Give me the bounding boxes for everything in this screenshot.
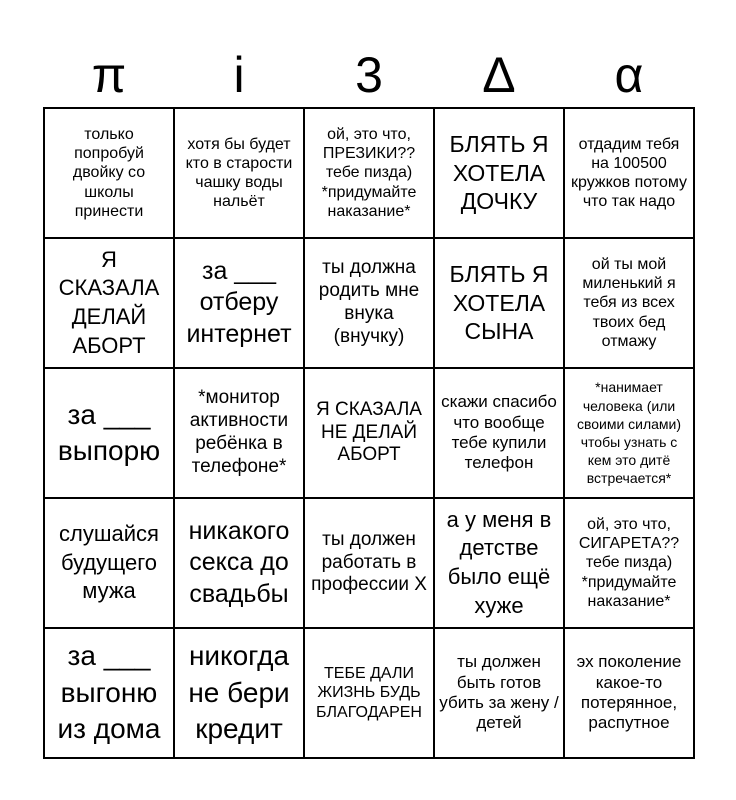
bingo-cell[interactable]: за ___ отберу интернет bbox=[175, 239, 305, 369]
bingo-cell[interactable]: только попробуй двойку со школы принести bbox=[45, 109, 175, 239]
bingo-cell[interactable]: отдадим тебя на 100500 кружков потому что так надо bbox=[565, 109, 695, 239]
bingo-cell[interactable]: слушайся будущего мужа bbox=[45, 499, 175, 629]
bingo-cell[interactable]: *нанимает человека (или своими силами) чтобы узнать с кем это дитё встречается* bbox=[565, 369, 695, 499]
bingo-cell[interactable]: ТЕБЕ ДАЛИ ЖИЗНЬ БУДЬ БЛАГОДАРЕН bbox=[305, 629, 435, 759]
bingo-cell[interactable]: БЛЯТЬ Я ХОТЕЛА СЫНА bbox=[435, 239, 565, 369]
bingo-cell[interactable]: никакого секса до свадьбы bbox=[175, 499, 305, 629]
bingo-cell[interactable]: Я СКАЗАЛА НЕ ДЕЛАЙ АБОРТ bbox=[305, 369, 435, 499]
bingo-header bbox=[44, 44, 694, 106]
header-letter-5: α bbox=[614, 47, 644, 103]
bingo-cell[interactable]: за ___ выпорю bbox=[45, 369, 175, 499]
header-letter-1: π bbox=[91, 47, 127, 103]
bingo-cell[interactable]: ой ты мой миленький я тебя из всех твоих бед отмажу bbox=[565, 239, 695, 369]
bingo-cell[interactable]: ты должен работать в профессии Х bbox=[305, 499, 435, 629]
bingo-cell[interactable]: ты должен быть готов убить за жену / детей bbox=[435, 629, 565, 759]
bingo-cell[interactable]: ты должна родить мне внука (внучку) bbox=[305, 239, 435, 369]
header-letter-2: i bbox=[233, 47, 245, 103]
bingo-cell[interactable]: ой, это что, ПРЕЗИКИ?? тебе пизда) *придумайте наказание* bbox=[305, 109, 435, 239]
bingo-cell[interactable]: Я СКАЗАЛА ДЕЛАЙ АБОРТ bbox=[45, 239, 175, 369]
bingo-cell[interactable]: БЛЯТЬ Я ХОТЕЛА ДОЧКУ bbox=[435, 109, 565, 239]
bingo-cell[interactable]: ой, это что, СИГАРЕТА?? тебе пизда) *придумайте наказание* bbox=[565, 499, 695, 629]
bingo-cell[interactable]: скажи спасибо что вообще тебе купили телефон bbox=[435, 369, 565, 499]
bingo-cell[interactable]: за ___ выгоню из дома bbox=[45, 629, 175, 759]
bingo-cell[interactable]: а у меня в детстве было ещё хуже bbox=[435, 499, 565, 629]
bingo-cell[interactable]: никогда не бери кредит bbox=[175, 629, 305, 759]
bingo-cell[interactable]: эх поколение какое-то потерянное, распутное bbox=[565, 629, 695, 759]
header-letter-4: Δ bbox=[482, 47, 516, 103]
bingo-cell[interactable]: *монитор активности ребёнка в телефоне* bbox=[175, 369, 305, 499]
bingo-cell[interactable]: хотя бы будет кто в старости чашку воды нальёт bbox=[175, 109, 305, 239]
bingo-grid bbox=[43, 107, 695, 759]
header-letter-3: 3 bbox=[355, 47, 383, 103]
